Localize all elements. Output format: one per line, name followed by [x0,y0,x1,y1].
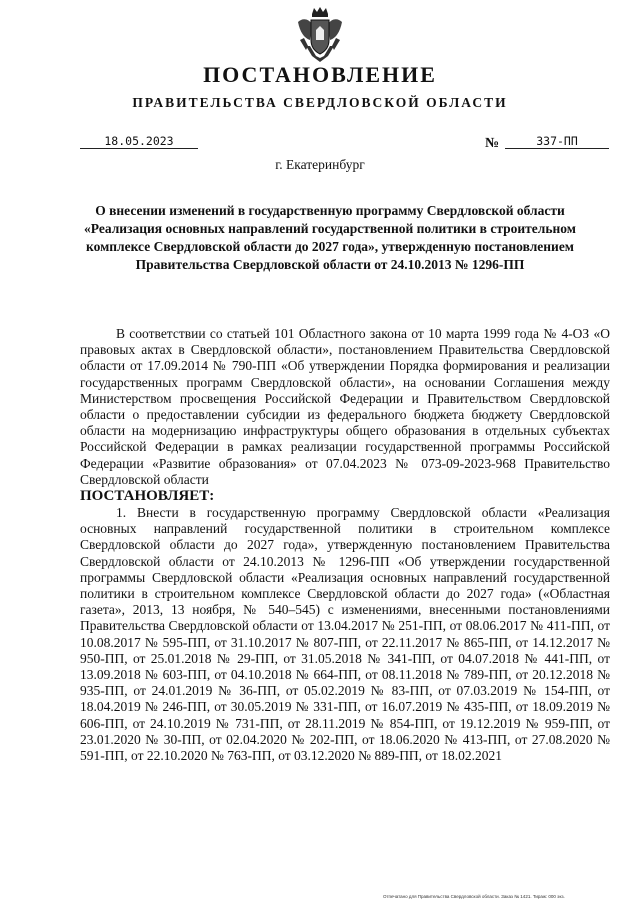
decree-word: ПОСТАНОВЛЯЕТ: [80,488,215,505]
document-title: ПОСТАНОВЛЕНИЕ [203,62,437,87]
document-number: 337-ПП [505,134,609,149]
document-heading: О внесении изменений в государственную программу Свердловской области «Реализация основных направлений государственной политики в строительном комплексе Свердловской области до 2027 года», утвержденную постановлением Правительства Свердловской области от 24.10.2013 № 1296-ПП [84,203,576,272]
number-label: № [485,136,500,151]
item-1-paragraph: 1. Внести в государственную программу Свердловской области «Реализация основных направлений государственной политики в строительном комплексе Свердловской области до 2027 года», утвержденную постановлением Правительства Свердловской области от 24.10.2013 № 1296-ПП «Об утверждении государственной программы Свердловской области «Реализация основных направлений государственной политики в строительном комплексе Свердловской области до 2027 года» («Областная газета», 2013, 13 ноября, № 540–545) с изменениями, внесенными постановлениями Правительства Свердловской области от 13.04.2017 № 251-ПП, от 08.06.2017 № 411-ПП, от 10.08.2017 № 595-ПП, от 31.10.2017 № 807-ПП, от 22.11.2017 № 865-ПП, от 14.12.2017 № 950-ПП, от 25.01.2018 № 29-ПП, от 31.05.2018 № 341-ПП, от 04.07.2018 № 441-ПП, от 13.09.2018 № 603-ПП, от 04.10.2018 № 664-ПП, от 08.11.2018 № 789-ПП, от 20.12.2018 № 935-ПП, от 24.01.2019 № 36-ПП, от 05.02.2019 № 83-ПП, от 07.03.2019 № 154-ПП, от 18.04.2019 № 246-ПП, от 30.05.2019 № 331-ПП, от 16.07.2019 № 435-ПП, от 18.09.2019 № 606-ПП, от 24.10.2019 № 731-ПП, от 28.11.2019 № 854-ПП, от 19.12.2019 № 959-ПП, от 23.01.2020 № 30-ПП, от 02.04.2020 № 202-ПП, от 18.06.2020 № 413-ПП, от 27.08.2020 № 591-ПП, от 22.10.2020 № 763-ПП, от 03.12.2020 № 889-ПП, от 18.02.2021 [80,505,610,764]
document-body [80,326,610,764]
document-date: 18.05.2023 [80,134,198,149]
preamble-paragraph: В соответствии со статьей 101 Областного закона от 10 марта 1999 года № 4-ОЗ «О правовых актах в Свердловской области», постановлением Правительства Свердловской области от 17.09.2014 № 790-ПП «Об утверждении Порядка формирования и реализации государственных программ Свердловской области», на основании Соглашения между Министерством просвещения Российской Федерации и Правительством Свердловской области о предоставлении субсидии из федерального бюджета бюджету Свердловской области на модернизацию инфраструктуры общего образования в отдельных субъектах Российской Федерации в рамках реализации государственной программы Российской Федерации «Развитие образования» от 07.04.2023 № 073-09-2023-968 Правительство Свердловской области [80,326,610,487]
print-note: Отпечатано для Правительства Свердловской области. Заказ № 1421. Тираж: 000 экз. [383,894,565,899]
document-subtitle: ПРАВИТЕЛЬСТВА СВЕРДЛОВСКОЙ ОБЛАСТИ [132,95,508,110]
coat-of-arms-emblem [296,6,344,64]
city-line: г. Екатеринбург [275,157,365,172]
